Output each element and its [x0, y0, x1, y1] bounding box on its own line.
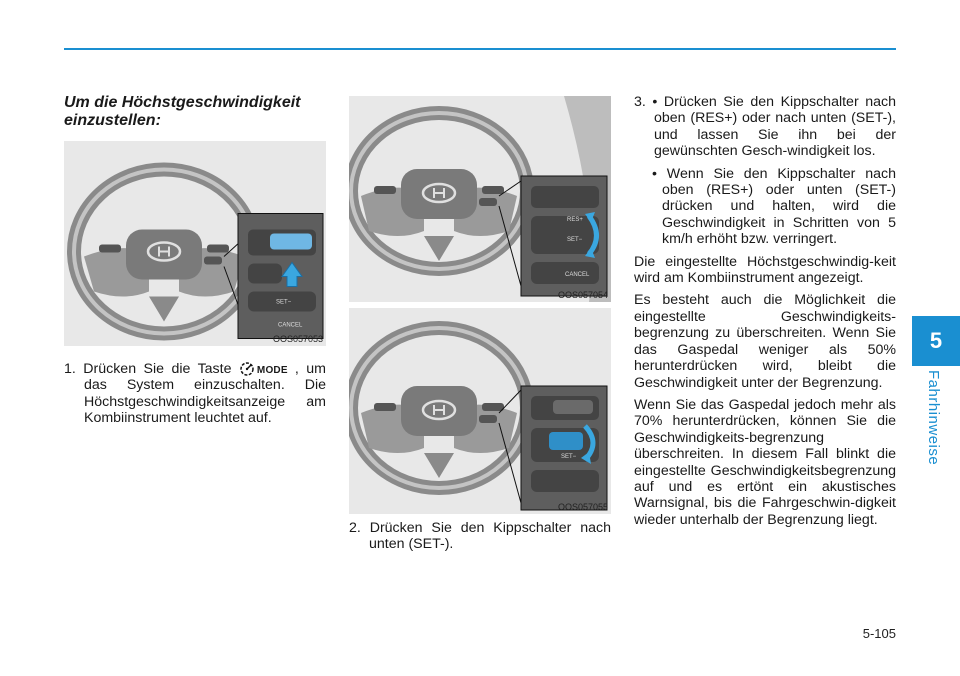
set-label: SET−	[276, 299, 292, 306]
chapter-label: Fahrhinweise	[925, 370, 942, 466]
cancel-label: CANCEL	[565, 272, 590, 278]
figure-steering-wheel-mode	[64, 141, 326, 346]
chapter-number: 5	[929, 328, 943, 353]
paragraph-warning: Wenn Sie das Gaspedal jedoch mehr als 70% herunterdrücken, können Sie die Geschwindigkeits-begrenzung überschreiten. In diesem Fall blinkt die eingestellte Geschwindigkeitsbegrenzung auf und es ertönt ein akustisches Warnsignal, bis die Fahrgeschwin-digkeit wieder unterhalb der Begrenzung liegt.	[634, 396, 896, 528]
paragraph-override: Es besteht auch die Möglichkeit die eingestellte Geschwindigkeits-begrenzung zu überschreiten. Wenn Sie das Gaspedal weniger als 50% herunterdrücken wird, bleibt die Geschwindigkeit unter der Begrenzung.	[634, 292, 896, 391]
mode-label: MODE	[256, 365, 288, 376]
cancel-label: CANCEL	[278, 322, 303, 329]
right-column	[634, 94, 896, 528]
figure-code: OOS057054	[557, 290, 608, 300]
step-3a: 3. • Drücken Sie den Kippschalter nach oben (RES+) oder nach unten (SET-), und lassen Sie ihn bei der gewünschten Gesch-windigkeit los.	[634, 94, 896, 160]
steering-wheel-illustration	[64, 141, 326, 346]
step-2: 2. Drücken Sie den Kippschalter nach unten (SET-).	[349, 520, 611, 553]
step-1	[64, 361, 326, 427]
set-label: SET−	[567, 237, 583, 243]
res-label: RES+	[567, 217, 583, 223]
step-3b: • Wenn Sie den Kippschalter nach oben (RES+) oder unten (SET-) drücken und halten, wird die Geschwindigkeit in Schritten von 5 km/h erhöht bzw. verringert.	[652, 165, 896, 248]
figure-code: OOS057053	[272, 334, 323, 344]
figure-steering-wheel-set	[349, 308, 611, 514]
set-label: SET−	[561, 454, 577, 460]
step-1-text-before: 1. Drücken Sie die Taste	[64, 361, 239, 377]
paragraph-display: Die eingestellte Höchstgeschwindig-keit wird am Kombiinstrument angezeigt.	[634, 253, 896, 287]
steering-wheel-illustration	[349, 96, 611, 302]
mode-icon	[239, 361, 295, 375]
header-rule	[64, 48, 896, 50]
chapter-tab	[912, 316, 960, 366]
step-1-text-after: , um das System einzuschalten. Die Höchstgeschwindigkeitsanzeige am Kombiinstrument leuchtet auf.	[84, 361, 327, 427]
steering-wheel-illustration	[349, 308, 611, 514]
page-number: 5-105	[862, 626, 896, 641]
figure-steering-wheel-toggle	[349, 96, 611, 302]
figure-code: OOS057055	[557, 502, 608, 512]
section-heading: Um die Höchstgeschwindigkeit einzustellen:	[64, 94, 301, 129]
